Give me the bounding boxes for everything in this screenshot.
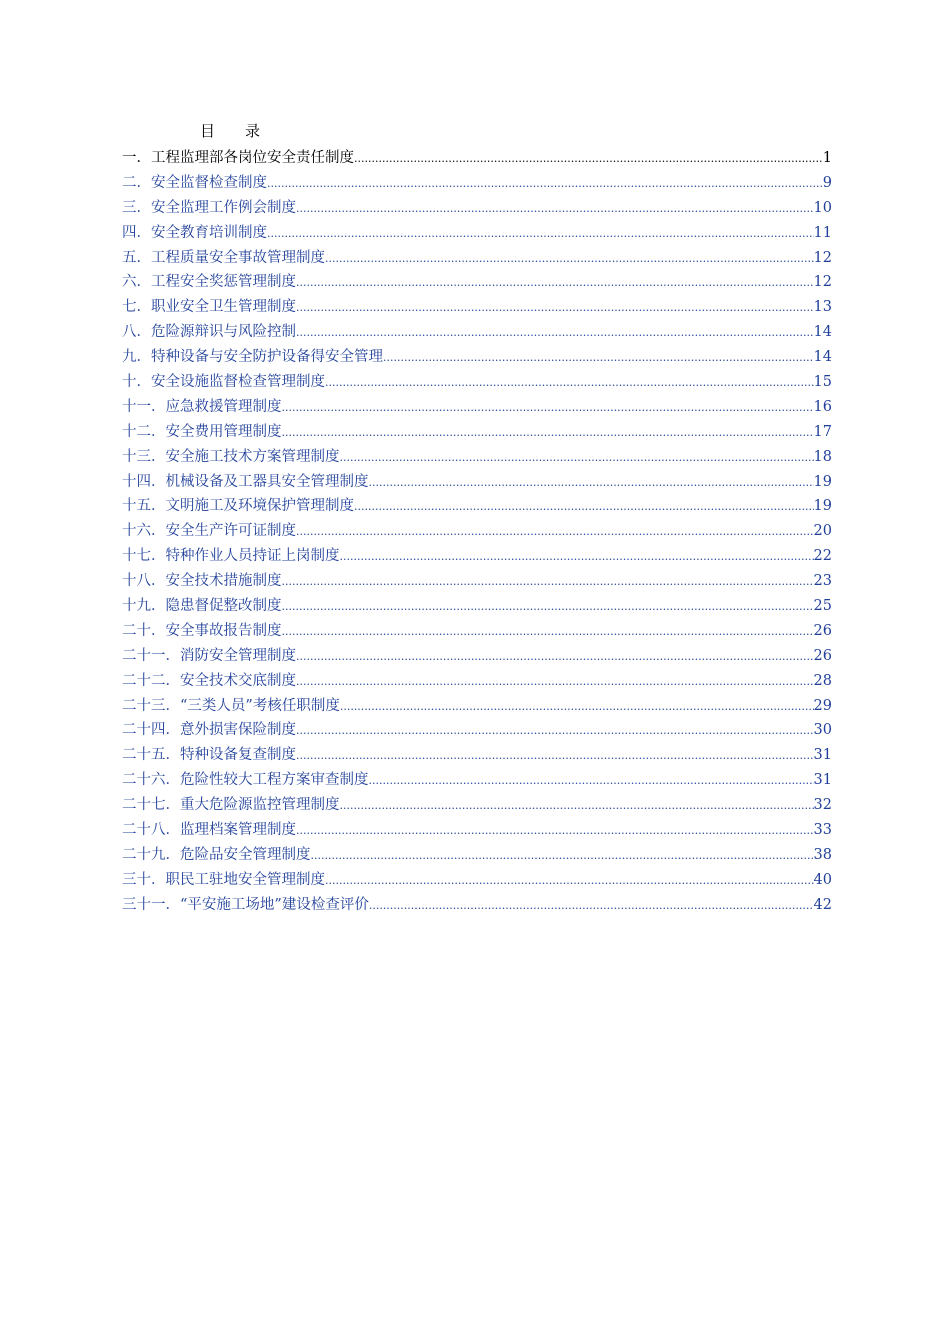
toc-entry-page: 19: [813, 473, 832, 490]
toc-entry-page: 14: [813, 324, 832, 341]
toc-entry-page: 14: [813, 349, 832, 366]
toc-entry-label: 二十五．特种设备复查制度: [122, 747, 296, 764]
toc-entry-label: 三十．职民工驻地安全管理制度: [122, 871, 325, 888]
toc-leader-dots: [369, 894, 814, 919]
toc-entry-label: 二十七．重大危险源监控管理制度: [122, 797, 340, 814]
toc-leader-dots: [296, 197, 814, 222]
toc-entry[interactable]: [122, 519, 832, 544]
toc-title: 目 录: [200, 122, 261, 140]
toc-leader-dots: [325, 247, 814, 272]
toc-leader-dots: [383, 346, 814, 371]
toc-entry-label: 二十八．监理档案管理制度: [122, 822, 296, 839]
toc-entry-label: 三．安全监理工作例会制度: [122, 199, 296, 216]
toc-entry-label: 二．安全监督检查制度: [122, 174, 267, 191]
toc-leader-dots: [296, 670, 814, 695]
toc-entry-label: 二十一．消防安全管理制度: [122, 647, 296, 664]
toc-leader-dots: [296, 645, 814, 670]
toc-entry-label: 四．安全教育培训制度: [122, 224, 267, 241]
toc-entry-page: 10: [813, 199, 832, 216]
toc-leader-dots: [325, 371, 814, 396]
toc-entry-label: 一．工程监理部各岗位安全责任制度: [122, 150, 354, 166]
toc-entry[interactable]: [122, 893, 832, 918]
toc-entry-label: 二十．安全事故报告制度: [122, 622, 282, 639]
toc-entry-label: 五．工程质量安全事故管理制度: [122, 249, 325, 266]
toc-entry[interactable]: [122, 768, 832, 793]
toc-entry-page: 16: [813, 398, 832, 415]
toc-leader-dots: [282, 570, 814, 595]
toc-entry-page: 32: [813, 797, 832, 814]
toc-entry-label: 十一．应急救援管理制度: [122, 398, 282, 415]
toc-entry-page: 40: [813, 871, 832, 888]
toc-entry-label: 十五．文明施工及环境保护管理制度: [122, 498, 354, 515]
toc-entry-label: 二十九．危险品安全管理制度: [122, 846, 311, 863]
toc-entry[interactable]: [122, 793, 832, 818]
toc-leader-dots: [267, 172, 823, 197]
toc-entry-label: 十八．安全技术措施制度: [122, 573, 282, 590]
toc-leader-dots: [340, 446, 814, 471]
toc-entry[interactable]: [122, 196, 832, 221]
toc-entry-page: 20: [813, 523, 832, 540]
toc-entry-label: 二十四．意外损害保险制度: [122, 722, 296, 739]
toc-entry[interactable]: [122, 619, 832, 644]
toc-entry-label: 三十一．“平安施工场地”建设检查评价: [122, 896, 369, 913]
toc-entry-label: 十．安全设施监督检查管理制度: [122, 374, 325, 391]
toc-leader-dots: [282, 595, 814, 620]
toc-leader-dots: [369, 769, 814, 794]
toc-entry[interactable]: [122, 669, 832, 694]
toc-entry-label: 十二．安全费用管理制度: [122, 423, 282, 440]
toc-entry-label: 八．危险源辩识与风险控制: [122, 324, 296, 341]
toc-entry-page: 23: [813, 573, 832, 590]
toc-entry-page: 15: [813, 374, 832, 391]
toc-entry-page: 29: [813, 697, 832, 714]
toc-entry[interactable]: [122, 644, 832, 669]
toc-entry-page: 22: [813, 548, 832, 565]
toc-leader-dots: [282, 396, 814, 421]
toc-leader-dots: [296, 744, 814, 769]
toc-leader-dots: [267, 222, 814, 247]
toc-leader-dots: [340, 545, 814, 570]
toc-entry[interactable]: [122, 470, 832, 495]
toc-leader-dots: [296, 296, 814, 321]
toc-entry-label: 九．特种设备与安全防护设备得安全管理: [122, 349, 383, 366]
toc-entry-page: 19: [813, 498, 832, 515]
toc-entry-page: 12: [813, 274, 832, 291]
toc-entry-label: 七．职业安全卫生管理制度: [122, 299, 296, 316]
toc-list: [122, 146, 832, 918]
toc-entry[interactable]: [122, 270, 832, 295]
toc-entry[interactable]: [122, 295, 832, 320]
toc-entry[interactable]: [122, 370, 832, 395]
toc-entry-page: 9: [822, 174, 832, 191]
toc-entry[interactable]: [122, 743, 832, 768]
toc-entry[interactable]: [122, 395, 832, 420]
toc-leader-dots: [311, 844, 814, 869]
toc-entry-label: 二十六．危险性较大工程方案审查制度: [122, 772, 369, 789]
toc-entry[interactable]: [122, 718, 832, 743]
toc-entry[interactable]: [122, 694, 832, 719]
toc-leader-dots: [296, 321, 814, 346]
toc-entry[interactable]: [122, 818, 832, 843]
toc-leader-dots: [296, 819, 814, 844]
toc-entry[interactable]: [122, 171, 832, 196]
toc-entry-page: 17: [813, 423, 832, 440]
toc-entry-label: 十六．安全生产许可证制度: [122, 523, 296, 540]
toc-leader-dots: [325, 869, 814, 894]
toc-entry-label: 二十三．“三类人员”考核任职制度: [122, 697, 340, 714]
toc-entry-page: 26: [813, 622, 832, 639]
toc-leader-dots: [296, 719, 814, 744]
toc-leader-dots: [340, 794, 814, 819]
toc-entry[interactable]: [122, 868, 832, 893]
toc-entry-page: 38: [813, 846, 832, 863]
toc-entry-page: 26: [813, 647, 832, 664]
toc-leader-dots: [340, 695, 814, 720]
toc-entry[interactable]: [122, 320, 832, 345]
toc-entry[interactable]: [122, 494, 832, 519]
toc-entry[interactable]: [122, 569, 832, 594]
toc-entry[interactable]: [122, 146, 832, 171]
toc-entry[interactable]: [122, 221, 832, 246]
toc-entry-page: 18: [813, 448, 832, 465]
toc-entry-label: 十七．特种作业人员持证上岗制度: [122, 548, 340, 565]
toc-entry[interactable]: [122, 544, 832, 569]
toc-entry-page: 33: [813, 822, 832, 839]
toc-leader-dots: [296, 520, 814, 545]
toc-leader-dots: [282, 421, 814, 446]
toc-entry-label: 十九．隐患督促整改制度: [122, 598, 282, 615]
toc-leader-dots: [354, 495, 814, 520]
toc-leader-dots: [354, 147, 823, 172]
toc-entry[interactable]: [122, 594, 832, 619]
toc-entry-page: 11: [813, 224, 832, 241]
toc-entry-page: 30: [813, 722, 832, 739]
toc-entry-page: 1: [822, 150, 832, 166]
toc-entry-page: 31: [813, 747, 832, 764]
toc-entry-label: 十四．机械设备及工器具安全管理制度: [122, 473, 369, 490]
toc-entry-page: 31: [813, 772, 832, 789]
toc-entry[interactable]: [122, 445, 832, 470]
toc-entry-page: 12: [813, 249, 832, 266]
toc-entry[interactable]: [122, 246, 832, 271]
toc-entry-page: 25: [813, 598, 832, 615]
toc-leader-dots: [282, 620, 814, 645]
toc-entry-label: 六．工程安全奖惩管理制度: [122, 274, 296, 291]
toc-leader-dots: [296, 271, 814, 296]
toc-entry-page: 42: [813, 896, 832, 913]
toc-entry-label: 二十二．安全技术交底制度: [122, 672, 296, 689]
toc-entry-page: 13: [813, 299, 832, 316]
toc-entry[interactable]: [122, 345, 832, 370]
toc-entry-label: 十三．安全施工技术方案管理制度: [122, 448, 340, 465]
toc-entry[interactable]: [122, 843, 832, 868]
toc-entry-page: 28: [813, 672, 832, 689]
toc-entry[interactable]: [122, 420, 832, 445]
toc-leader-dots: [369, 471, 814, 496]
